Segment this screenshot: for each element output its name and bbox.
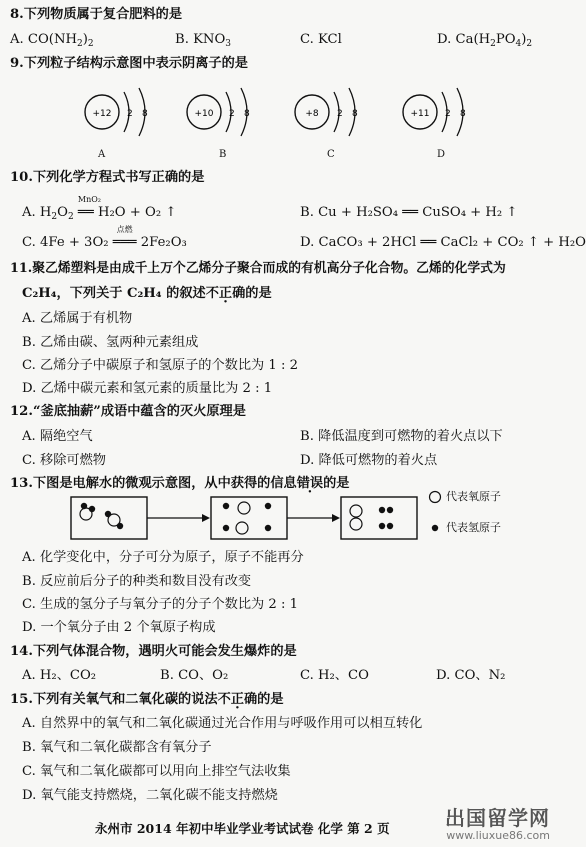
q15-option-a: A. 自然界中的氧气和二氧化碳通过光合作用与呼吸作用可以相互转化 (22, 716, 423, 731)
q11-stem-line1: 11.聚乙烯塑料是由成千上万个乙烯分子聚合而成的有机高分子化合物。乙烯的化学式为 (10, 261, 506, 276)
q15-stem: 15.下列有关氧气和二氧化碳的说法不正确的是 (10, 692, 284, 707)
hydrogen-atom-legend-label: 代表氢原子 (446, 521, 501, 534)
q12-option-d: D. 降低可燃物的着火点 (300, 453, 438, 468)
q11-option-c: C. 乙烯分子中碳原子和氢原子的个数比为 1 : 2 (22, 358, 298, 373)
svg-text:8: 8 (244, 109, 250, 119)
q11-stem-line2: C₂H₄，下列关于 C₂H₄ 的叙述不正确的是 (22, 286, 272, 301)
atom-label-d: D (437, 149, 446, 160)
hydrogen-atom-legend-icon (430, 523, 440, 533)
q8-option-d: D. $Ca(H_2PO_4)_2$ (437, 32, 533, 49)
q15-option-d: D. 氧气能支持燃烧，二氧化碳不能支持燃烧 (22, 788, 278, 803)
svg-text:2: 2 (127, 109, 133, 119)
q15-option-b: B. 氧气和二氧化碳都含有氧分子 (22, 740, 212, 755)
q13-option-a: A. 化学变化中，分子可分为原子，原子不能再分 (22, 550, 304, 565)
watermark-title: 出国留学网 (445, 806, 550, 830)
svg-text:+8: +8 (305, 109, 319, 119)
q13-option-d: D. 一个氧分子由 2 个氧原子构成 (22, 620, 216, 635)
q10-option-d: D. CaCO₃ + 2HCl ══ CaCl₂ + CO₂ ↑ + H₂O (300, 235, 586, 250)
electrolysis-diagram (70, 496, 430, 544)
atom-label-b: B (219, 149, 227, 160)
q11-option-a: A. 乙烯属于有机物 (22, 311, 133, 326)
atom-a-nucleus: +12 (92, 109, 112, 119)
q10-option-b: B. Cu + H₂SO₄ ══ CuSO₄ + H₂ ↑ (300, 205, 518, 220)
q10-option-a: A. $H_2O_2$ MnO₂ ══ H₂O + O₂ ↑ (22, 195, 177, 222)
q8-option-a: A. $CO(NH_2)_2$ (10, 32, 94, 49)
atom-diagram-d (398, 88, 478, 148)
q8-option-c: C. KCl (300, 32, 342, 47)
q14-stem: 14.下列气体混合物，遇明火可能会发生爆炸的是 (10, 644, 297, 659)
q11-option-d: D. 乙烯中碳元素和氢元素的质量比为 2 : 1 (22, 381, 273, 396)
q14-option-a: A. H₂、CO₂ (22, 668, 97, 683)
q13-option-b: B. 反应前后分子的种类和数目没有改变 (22, 574, 252, 589)
q9-stem: 9.下列粒子结构示意图中表示阴离子的是 (10, 56, 248, 71)
q12-option-a: A. 隔绝空气 (22, 429, 93, 444)
reaction-condition-eq-a: MnO₂ ══ (77, 195, 102, 220)
q14-option-b: B. CO、O₂ (160, 668, 229, 683)
q10-stem: 10.下列化学方程式书写正确的是 (10, 170, 205, 185)
q15-option-c: C. 氧气和二氧化碳都可以用向上排空气法收集 (22, 764, 291, 779)
oxygen-atom-legend-icon (428, 490, 442, 504)
q13-stem: 13.下图是电解水的微观示意图，从中获得的信息错误的是 (10, 476, 350, 491)
svg-text:8: 8 (460, 109, 466, 119)
q8-option-b: B. $KNO_3$ (175, 32, 232, 49)
svg-text:8: 8 (142, 109, 148, 119)
q12-option-b: B. 降低温度到可燃物的着火点以下 (300, 429, 503, 444)
atom-diagram-b (182, 88, 262, 148)
svg-text:+10: +10 (194, 109, 214, 119)
svg-text:+11: +11 (410, 109, 430, 119)
q11-option-b: B. 乙烯由碳、氢两种元素组成 (22, 335, 199, 350)
site-watermark (445, 808, 550, 841)
atom-diagram-a (80, 88, 160, 148)
reaction-condition-eq-c: 点燃 ═══ (112, 225, 137, 250)
svg-text:2: 2 (229, 109, 235, 119)
atom-label-a: A (98, 149, 106, 160)
oxygen-atom-legend-label: 代表氧原子 (446, 490, 501, 503)
q14-option-c: C. H₂、CO (300, 668, 369, 683)
atom-diagram-c (290, 88, 370, 148)
q14-option-d: D. CO、N₂ (436, 668, 506, 683)
atom-label-c: C (327, 149, 335, 160)
q10-option-c: C. 4Fe + 3O₂ 点燃 ═══ 2Fe₂O₃ (22, 225, 187, 250)
q12-option-c: C. 移除可燃物 (22, 453, 106, 468)
svg-text:2: 2 (337, 109, 343, 119)
q12-stem: 12.“釜底抽薪”成语中蕴含的灭火原理是 (10, 404, 246, 419)
svg-text:8: 8 (352, 109, 358, 119)
svg-text:2: 2 (445, 109, 451, 119)
page-footer: 永州市 2014 年初中毕业学业考试试卷 化学 第 2 页 (95, 821, 390, 836)
q8-stem: 8.下列物质属于复合肥料的是 (10, 7, 183, 22)
q13-option-c: C. 生成的氢分子与氧分子的分子个数比为 2 : 1 (22, 597, 298, 612)
watermark-url: www.liuxue86.com (446, 829, 550, 842)
